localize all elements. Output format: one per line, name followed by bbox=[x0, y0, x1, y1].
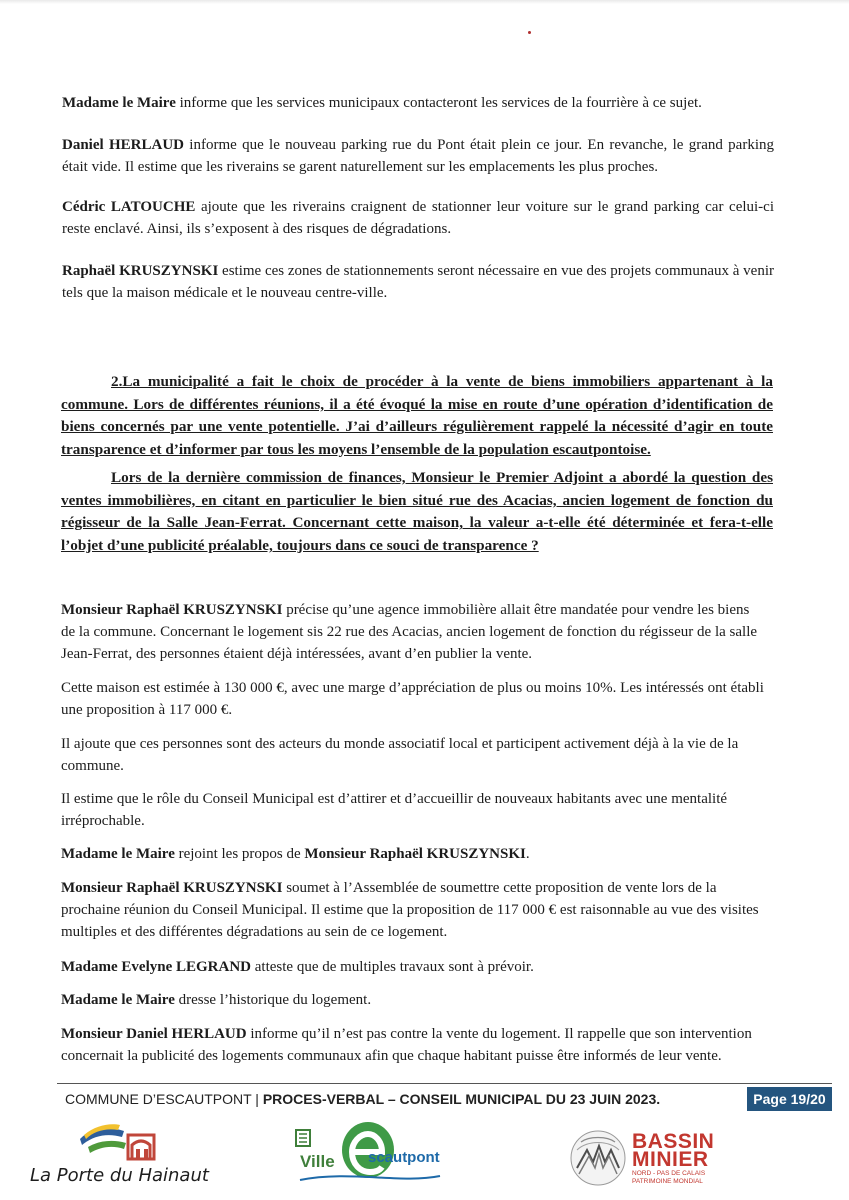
speaker-name: Monsieur Raphaël KRUSZYNSKI bbox=[61, 880, 283, 896]
paragraph-kruszynski-stationnement bbox=[62, 260, 774, 304]
bassin-minier-text: BASSIN MINIER bbox=[632, 1130, 715, 1171]
response-associatif bbox=[61, 733, 773, 777]
paragraph-text: rejoint les propos de bbox=[174, 846, 305, 862]
paragraph-text: informe que le nouveau parking rue du Pont était plein ce jour. En revanche, le grand parking était vide. Il estime que les riverains se garent naturellement sur les emplacements les plus proches. bbox=[62, 137, 774, 175]
paragraph-latouche bbox=[62, 196, 774, 240]
escautpont-text: scautpont bbox=[368, 1149, 440, 1166]
paragraph-herlaud-parking bbox=[62, 134, 774, 178]
paragraph-text: précise qu’une agence immobilière allait être mandatée pour vendre les biens de la commune. Concernant le logement sis 22 rue des Acacias, ancien logement de fonction du régisseur de la salle Jean-Ferrat, des personnes étaient déjà intéressées, avant d’en publier la vente. bbox=[61, 602, 758, 662]
response-maire-historique bbox=[61, 989, 773, 1011]
paragraph-text: informe que les services municipaux contacteront les services de la fourrière à ce sujet. bbox=[175, 95, 702, 111]
speaker-name: Madame le Maire bbox=[61, 846, 175, 862]
scan-mark bbox=[528, 31, 531, 34]
ville-text: Ville bbox=[300, 1152, 335, 1171]
page-footer bbox=[57, 1083, 832, 1112]
speaker-name: Monsieur Raphaël KRUSZYNSKI bbox=[61, 602, 283, 618]
response-kruszynski-agence bbox=[61, 599, 761, 665]
bassin-minier-logo bbox=[569, 1128, 627, 1188]
speaker-name: Daniel HERLAUD bbox=[62, 137, 184, 153]
question-text: 2.La municipalité a fait le choix de procéder à la vente de biens immobiliers appartenant à la commune. Lors de différentes réunions, il a été évoqué la mise en route d’une opération d’identification de biens concernés par une vente potentielle. J’ai d’ailleurs régulièrement rappelé la nécessité d’agir en toute transparence et d’informer par tous les moyens l’ensemble de la population escautpontoise. bbox=[61, 373, 773, 459]
paragraph-text: ajoute que les riverains craignent de stationner leur voiture sur le grand parking car celui-ci reste enclavé. Ainsi, ils s’exposent à des risques de dégradations. bbox=[62, 199, 775, 237]
response-kruszynski-soumet bbox=[61, 877, 773, 943]
porte-du-hainaut-text: La Porte du Hainaut bbox=[30, 1165, 209, 1186]
paragraph-text: Cette maison est estimée à 130 000 €, avec une marge d’appréciation de plus ou moins 10%. Les intéressés ont établi une proposition à 117 000 €. bbox=[61, 680, 764, 718]
question-paragraph-1 bbox=[61, 371, 773, 462]
paragraph-text: soumet à l’Assemblée de soumettre cette proposition de vente lors de la prochaine réunion du Conseil Municipal. Il estime que la proposition de 117 000 € est raisonnable au vue des visites multiples et des différentes dégradations au sein de ce logement. bbox=[61, 880, 759, 940]
speaker-name: Cédric LATOUCHE bbox=[62, 199, 196, 215]
footer-title: COMMUNE D’ESCAUTPONT | PROCES-VERBAL – CONSEIL MUNICIPAL DU 23 JUIN 2023. bbox=[65, 1091, 661, 1107]
paragraph-maire-fourriere bbox=[62, 92, 776, 114]
response-legrand bbox=[61, 956, 773, 978]
paragraph-text: Il ajoute que ces personnes sont des acteurs du monde associatif local et participent activement déjà à la vie de la commune. bbox=[61, 736, 739, 774]
paragraph-text: dresse l’historique du logement. bbox=[174, 992, 372, 1008]
response-herlaud-vente bbox=[61, 1023, 773, 1067]
speaker-name: Madame le Maire bbox=[62, 95, 176, 111]
paragraph-text: Il estime que le rôle du Conseil Municipal est d’attirer et d’accueillir de nouveaux habitants avec une mentalité irréprochable. bbox=[61, 791, 728, 829]
response-estimation bbox=[61, 677, 773, 721]
paragraph-text: informe qu’il n’est pas contre la vente du logement. Il rappelle que son intervention concernait la publicité des logements communaux afin que chaque habitant puisse être informés de leur vente. bbox=[61, 1026, 752, 1064]
paragraph-text: estime ces zones de stationnements seront nécessaire en vue des projets communaux à venir tels que la maison médicale et le nouveau centre-ville. bbox=[62, 263, 774, 301]
speaker-name: Madame Evelyne LEGRAND bbox=[61, 959, 251, 975]
porte-du-hainaut-logo bbox=[78, 1117, 160, 1165]
page-number-badge: Page 19/20 bbox=[747, 1087, 832, 1111]
question-text: Lors de la dernière commission de finances, Monsieur le Premier Adjoint a abordé la question des ventes immobilières, en citant en particulier le bien situé rue des Acacias, ancien logement de fonction du régisseur de la Salle Jean-Ferrat. Concernant cette maison, la valeur a-t-elle été déterminée et fera-t-elle l’objet d’une publicité préalable, toujours dans ce souci de transparence ? bbox=[61, 469, 773, 555]
speaker-name: Madame le Maire bbox=[61, 992, 175, 1008]
response-maire-rejoint: Madame le Maire rejoint les propos de Monsieur Raphaël KRUSZYNSKI. bbox=[61, 846, 530, 862]
question-paragraph-2 bbox=[61, 467, 773, 558]
speaker-name: Monsieur Daniel HERLAUD bbox=[61, 1026, 247, 1042]
paragraph-text: atteste que de multiples travaux sont à prévoir. bbox=[251, 959, 534, 975]
scan-edge bbox=[0, 0, 849, 4]
response-role-conseil bbox=[61, 788, 773, 832]
bassin-minier-subtitle: NORD - PAS DE CALAIS PATRIMOINE MONDIAL bbox=[632, 1170, 706, 1185]
speaker-name-2: Monsieur Raphaël KRUSZYNSKI bbox=[304, 846, 526, 862]
speaker-name: Raphaël KRUSZYNSKI bbox=[62, 263, 219, 279]
